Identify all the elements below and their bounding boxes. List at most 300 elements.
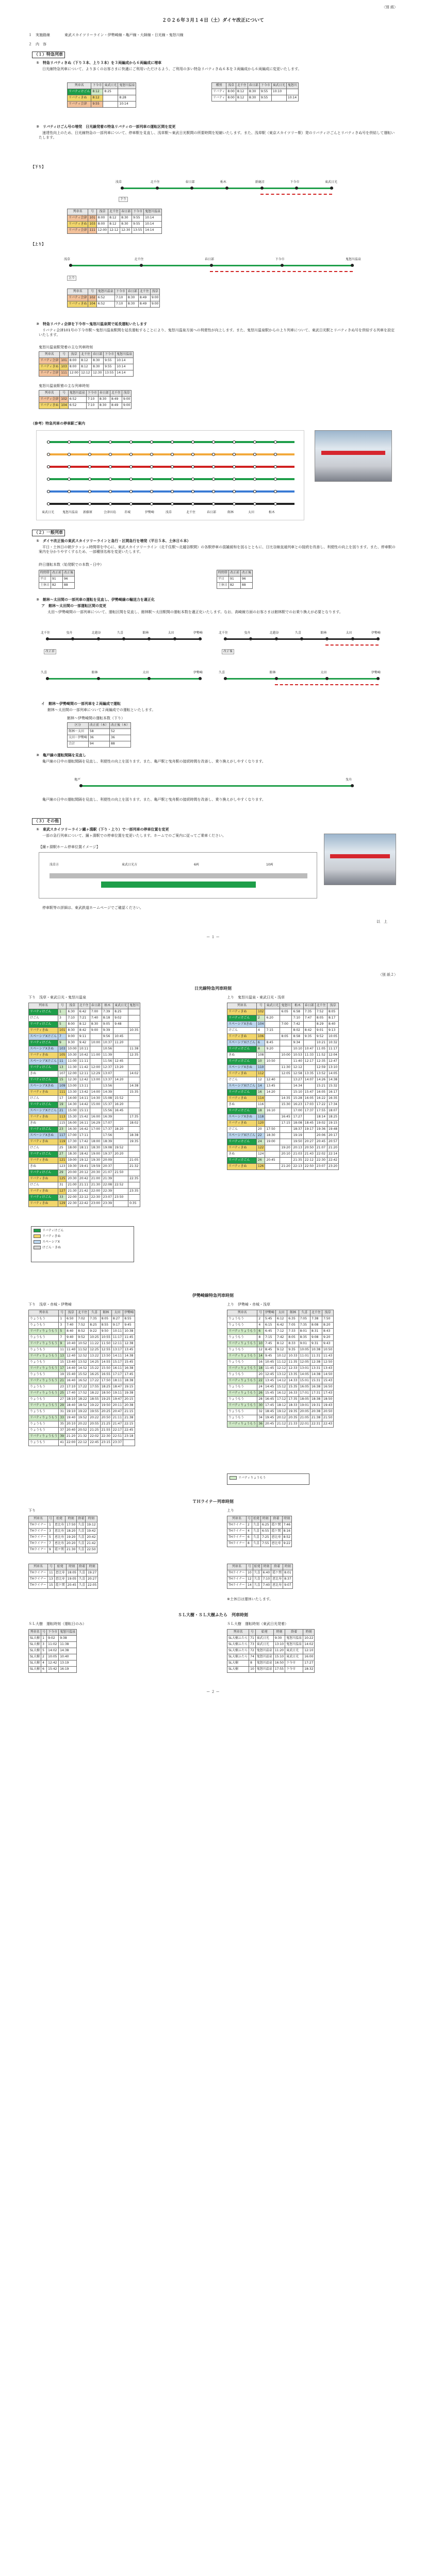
column-header: 浅草: [122, 391, 131, 397]
table-cell: 12:45: [264, 1372, 275, 1378]
legend-item: [34, 1229, 132, 1233]
table-cell: 21:43: [303, 1151, 315, 1158]
mini-table-3b: [39, 390, 132, 409]
table-cell: 121: [58, 1158, 67, 1164]
table-row: [29, 1522, 97, 1529]
table-row: [29, 1040, 140, 1046]
table-row: [29, 1535, 97, 1541]
map-station: [274, 502, 277, 505]
table-cell: [265, 1102, 280, 1108]
table-cell: 久喜: [77, 1577, 86, 1583]
table-row: [29, 1667, 77, 1673]
table-row: [227, 1541, 292, 1547]
table-cell: 14:38: [310, 1372, 322, 1378]
table-cell: 9:11: [78, 1034, 90, 1040]
table-cell: 27: [59, 1397, 65, 1403]
table-cell: [90, 1046, 102, 1053]
table-cell: 8:37: [283, 1577, 292, 1583]
table-cell: 恵比寿: [270, 1541, 282, 1547]
table-cell: 19:12: [276, 1409, 287, 1415]
table-cell: 8:29: [315, 1022, 327, 1028]
table-cell: 13:45: [123, 1347, 135, 1353]
station-node: [330, 187, 333, 190]
table-cell: [113, 1114, 128, 1121]
table-cell: 96: [241, 577, 253, 583]
table-row: [29, 1636, 77, 1642]
table-cell: 8:28: [118, 95, 136, 101]
table-cell: 17:35: [287, 1397, 299, 1403]
column-header: 春日部: [120, 209, 132, 215]
map-station: [129, 440, 133, 444]
column-header: 北千住: [138, 289, 150, 295]
table-cell: 11:30: [280, 1065, 292, 1071]
table-cell: 12: [247, 1577, 253, 1583]
table-cell: 21: [59, 1378, 65, 1384]
table-cell: 10:30: [67, 1053, 78, 1059]
station-label: 北千住: [41, 631, 51, 635]
table-cell: [128, 1009, 140, 1015]
table-cell: 8:01: [299, 1329, 310, 1335]
table-cell: 8:01: [283, 1570, 292, 1577]
table-cell: 19:08: [102, 1145, 113, 1151]
column-header: 北千住: [310, 1310, 322, 1316]
table-cell: 11: [59, 1347, 65, 1353]
table-cell: 13:30: [67, 1090, 78, 1096]
table-cell: 11:43: [322, 1353, 333, 1360]
table-cell: 16:42: [78, 1127, 90, 1133]
nikko-up-table: [227, 1003, 339, 1170]
table-cell: 58: [89, 729, 110, 735]
mini-table-1b: [211, 82, 299, 101]
general-item-1-title: ① ダイヤ改正後の東武スカイツリーラインと急行・区間急行を増発（平日５本、土休日６本）: [36, 539, 191, 543]
table-cell: 9:55: [259, 89, 271, 95]
table-cell: 7:52: [77, 1323, 89, 1329]
table-row: [29, 1335, 135, 1341]
th-liner-title: ＴＨライナー列車時刻: [192, 1499, 234, 1504]
map-station: [233, 465, 236, 468]
table-cell: 22:30: [90, 1195, 102, 1201]
table-cell: リバティりょうもう: [29, 1434, 59, 1440]
legend-label: スペーシアX: [42, 1240, 60, 1244]
table-cell: 15:00: [67, 1108, 78, 1114]
table-cell: 18:11: [78, 1145, 90, 1151]
table-cell: 20:00: [67, 1170, 78, 1176]
table-cell: 20: [257, 1127, 265, 1133]
table-cell: 14:45: [264, 1384, 275, 1391]
table-cell: 15:42: [78, 1114, 90, 1121]
table-cell: スペーシアXけごん: [227, 1083, 257, 1090]
table-cell: 26: [257, 1391, 264, 1397]
table-cell: 7:40: [90, 1015, 102, 1022]
footer-note: 停車駅等の詳細は、東武鉄道ホームページでご確認ください。: [39, 906, 143, 910]
table-cell: 74: [249, 1654, 256, 1660]
table-cell: 平日: [217, 577, 229, 583]
table-cell: 18:05: [299, 1397, 310, 1403]
station-node: [325, 677, 329, 680]
table-cell: 19:35: [287, 1409, 299, 1415]
table-cell: 14:11: [111, 1353, 123, 1360]
route-change-line: [325, 645, 379, 646]
table-cell: けごん: [29, 1096, 58, 1102]
table-cell: 18:37: [292, 1127, 303, 1133]
table-cell: 20:37: [102, 1164, 113, 1170]
table-cell: 鬼怒川温泉: [255, 1667, 273, 1673]
table-row: [29, 1077, 140, 1083]
table-cell: [265, 1053, 280, 1059]
table-row: [227, 1341, 334, 1347]
table-cell: 久喜: [77, 1583, 86, 1589]
table-cell: リバティきぬ: [227, 1009, 257, 1015]
table-cell: 8:27: [111, 1316, 123, 1323]
table-cell: 36: [110, 735, 131, 741]
table-cell: 71: [249, 1636, 256, 1642]
column-header: 改正後: [241, 570, 253, 577]
table-cell: 120: [257, 1121, 265, 1127]
table-cell: 21:00: [90, 1176, 102, 1182]
table-row: [29, 1421, 135, 1428]
table-cell: 8:33: [287, 1341, 299, 1347]
map-station: [191, 453, 194, 456]
table-cell: 31: [59, 1409, 65, 1415]
route-diagram-after: [219, 626, 382, 662]
table-cell: 19:52: [77, 1415, 89, 1421]
station-label: 下今市: [290, 180, 300, 184]
table-row: [29, 1090, 140, 1096]
station-label: 北千住: [150, 180, 160, 184]
table-cell: 17:42: [78, 1139, 90, 1145]
table-cell: SL大樹: [29, 1648, 41, 1654]
table-row: [29, 1170, 140, 1176]
table-cell: りょうもう: [227, 1372, 257, 1378]
table-row: [227, 1403, 334, 1409]
table-cell: 6:40: [261, 1570, 271, 1577]
table-cell: 20:20: [113, 1151, 128, 1158]
table-cell: [280, 1108, 292, 1114]
table-cell: 104: [60, 403, 68, 409]
table-cell: りょうもう: [29, 1316, 59, 1323]
table-cell: リバティけごん: [29, 1077, 58, 1083]
table-header-row: [68, 83, 136, 89]
table-cell: 14: [257, 1353, 264, 1360]
map-station: [129, 453, 133, 456]
route-diagram-kudari: [116, 175, 338, 206]
column-header: 春日部: [126, 289, 138, 295]
table-cell: 12:25: [89, 1347, 100, 1353]
table-cell: リバティけごん: [29, 1170, 58, 1176]
table-cell: 20:22: [77, 1421, 89, 1428]
table-cell: 19: [58, 1102, 67, 1108]
table-cell: 37: [59, 1428, 65, 1434]
table-cell: [113, 1158, 128, 1164]
table-cell: 19:17: [303, 1127, 315, 1133]
table-cell: 20:12: [78, 1170, 90, 1176]
table-cell: 22:42: [78, 1201, 90, 1207]
table-cell: [303, 1083, 315, 1090]
table-cell: 17:31: [310, 1391, 322, 1397]
table-cell: 恵比寿: [54, 1541, 65, 1547]
table-cell: 124: [257, 1151, 265, 1158]
table-cell: 7:38: [310, 1316, 322, 1323]
table-cell: りょうもう: [29, 1347, 59, 1353]
table-cell: 14:02: [128, 1071, 140, 1077]
table-cell: リバティけごん: [227, 1046, 257, 1053]
table-cell: 16: [257, 1090, 265, 1096]
column-header: 始発: [252, 1516, 261, 1522]
table-cell: 合計: [68, 741, 89, 748]
table-cell: 101: [88, 215, 96, 222]
table-cell: 13: [58, 1065, 67, 1071]
table-cell: 8:49: [138, 301, 150, 308]
table-cell: 7:25: [261, 1535, 270, 1541]
map-label: 北千住: [186, 511, 196, 514]
table-cell: 10:14: [144, 222, 162, 228]
table-cell: 22:12: [77, 1440, 89, 1446]
table-cell: 7:10: [67, 1015, 78, 1022]
table-cell: 103: [60, 364, 68, 370]
column-header: 時刻: [261, 1564, 271, 1570]
nikko-legend: [31, 1226, 134, 1262]
table-cell: 17:00: [292, 1108, 303, 1114]
table-cell: 18:25: [100, 1384, 111, 1391]
table-cell: 11:11: [78, 1059, 90, 1065]
table-cell: 16:38: [123, 1366, 135, 1372]
table-cell: スペーシアXきぬ: [29, 1083, 58, 1090]
table-row: [29, 1409, 135, 1415]
table-cell: リバティりょうもう: [29, 1341, 59, 1347]
table-cell: 7:10: [114, 301, 126, 308]
column-header: 春日部: [92, 352, 104, 358]
table-cell: 16:11: [111, 1366, 123, 1372]
table-cell: [265, 1022, 280, 1028]
table-row: [227, 1158, 339, 1164]
table-cell: 15:45: [123, 1360, 135, 1366]
map-station: [88, 502, 91, 505]
table-cell: 6:45: [264, 1329, 275, 1335]
table-cell: 8:00: [96, 215, 108, 222]
table-cell: 14:38: [123, 1353, 135, 1360]
table-cell: 88: [110, 741, 131, 748]
table-row: [217, 583, 253, 589]
table-cell: スペーシアXけごん: [29, 1059, 58, 1065]
table-cell: スペーシアXけごん: [227, 1040, 257, 1046]
table-cell: 20:09: [102, 1158, 113, 1164]
table-cell: 11:52: [315, 1053, 327, 1059]
table-cell: 21:20: [65, 1434, 76, 1440]
table-cell: 14:38: [128, 1083, 140, 1090]
column-header: 浅草: [65, 1310, 76, 1316]
table-row: [227, 1577, 293, 1583]
th-right-table: [227, 1516, 292, 1547]
table-cell: 19:22: [77, 1409, 89, 1415]
table-row: [227, 1397, 334, 1403]
table-cell: 21:55: [100, 1428, 111, 1434]
table-cell: 7:12: [276, 1329, 287, 1335]
legend-swatch: [230, 1476, 237, 1480]
table-cell: 18:11: [111, 1378, 123, 1384]
table-row: [29, 1164, 140, 1170]
table-cell: 17:45: [123, 1372, 135, 1378]
table-cell: 18:02: [128, 1121, 140, 1127]
table-cell: 6: [257, 1329, 264, 1335]
subsection-general: （２）一般列車: [32, 530, 65, 536]
table-cell: 18: [257, 1108, 265, 1114]
route-tag: 下り: [119, 197, 128, 202]
table-cell: リバティ会津: [39, 358, 60, 364]
table-cell: 22:12: [303, 1158, 315, 1164]
table-cell: リバティ: [212, 95, 226, 101]
table-cell: 12:12: [292, 1065, 303, 1071]
table-cell: [90, 1059, 102, 1065]
table-cell: 7:33: [287, 1329, 299, 1335]
route-diagram-before: [41, 626, 204, 662]
table-cell: 9:52: [315, 1034, 327, 1040]
table-cell: 11: [48, 1570, 55, 1577]
table-cell: リバティきぬ: [29, 1028, 58, 1034]
table-cell: 7:05: [287, 1323, 299, 1329]
column-header: 久喜: [89, 1310, 100, 1316]
station-node: [351, 637, 354, 640]
table-cell: 12:38: [123, 1341, 135, 1347]
table-cell: 27: [58, 1151, 67, 1158]
train-photo-2: [324, 834, 396, 885]
station-label: 伊勢崎: [193, 631, 203, 635]
table-cell: 恵比寿: [54, 1535, 65, 1541]
table-cell: SL大樹: [227, 1660, 249, 1667]
table-row: [227, 1329, 334, 1335]
table-cell: 22:01: [299, 1421, 310, 1428]
table-header-row: [29, 1516, 97, 1522]
map-station: [274, 465, 277, 468]
table-cell: 14:02: [47, 1648, 59, 1654]
table-cell: 13:20: [113, 1065, 128, 1071]
table-cell: [128, 1077, 140, 1083]
table-cell: 6:42: [276, 1323, 287, 1329]
table-cell: リバティけごん: [227, 1108, 257, 1114]
table-row: [29, 1360, 135, 1366]
table-cell: 17:01: [299, 1391, 310, 1397]
table-cell: 14:20: [265, 1090, 280, 1096]
general-item-2b-title: イ 館林～伊勢崎間の一部列車を２両編成で運転: [41, 702, 121, 706]
map-label: 東武日光: [42, 511, 55, 514]
table-cell: 12:05: [299, 1360, 310, 1366]
map-station: [129, 490, 133, 493]
map-station: [109, 440, 112, 444]
table-cell: 19:27: [86, 1570, 97, 1577]
map-label: 鬼怒川温泉: [62, 511, 78, 514]
table-row: [227, 1372, 334, 1378]
table-cell: 22:30: [315, 1158, 327, 1164]
table-cell: 19:22: [89, 1403, 100, 1409]
table-cell: りょうもう: [29, 1421, 59, 1428]
column-header: 下今市: [86, 391, 98, 397]
table-cell: 12:12: [80, 370, 92, 377]
table-cell: 8:30: [120, 215, 132, 222]
column-header: 東武日光: [113, 1003, 128, 1009]
table-cell: 13:22: [89, 1353, 100, 1360]
station-label: 曳舟: [244, 631, 251, 635]
table-row: [29, 1022, 140, 1028]
table-cell: 21:20: [280, 1164, 292, 1170]
table-row: [227, 1535, 292, 1541]
table-cell: 82: [51, 583, 63, 589]
table-cell: [280, 1077, 292, 1083]
column-header: 改正前: [229, 570, 241, 577]
table-cell: 0:35: [128, 1201, 140, 1207]
table-cell: 9:35: [287, 1347, 299, 1353]
table-cell: 109: [58, 1083, 67, 1090]
table-cell: [90, 1133, 102, 1139]
table-cell: [113, 1046, 128, 1053]
column-header: 栃木: [102, 1003, 113, 1009]
table-cell: [265, 1096, 280, 1102]
table-cell: 15:00: [90, 1102, 102, 1108]
station-node: [275, 677, 278, 680]
column-header: 下今市: [104, 352, 116, 358]
table-cell: 14:35: [280, 1096, 292, 1102]
route-diagram-after-2: [219, 666, 382, 697]
table-cell: りょうもう: [29, 1384, 59, 1391]
table-cell: 15:32: [327, 1083, 338, 1090]
table-cell: 108: [257, 1053, 265, 1059]
isesaki-table-title: 伊勢崎線特急列車時刻: [192, 1293, 234, 1298]
station-label: 新鹿沼: [255, 180, 265, 184]
table-cell: 10:14: [144, 215, 162, 222]
table-cell: 18:30: [67, 1151, 78, 1158]
station-node: [140, 264, 143, 267]
table-cell: 20:45: [66, 1583, 77, 1589]
table-cell: 82: [229, 583, 241, 589]
table-cell: 18:39: [102, 1139, 113, 1145]
table-cell: 52: [110, 729, 131, 735]
table-cell: 15:10: [292, 1090, 303, 1096]
table-cell: 15:10: [273, 1654, 285, 1660]
table-cell: 17:55: [89, 1384, 100, 1391]
table-cell: 15:08: [102, 1096, 113, 1102]
table-cell: 12:00: [90, 1065, 102, 1071]
column-header: 鬼怒川: [128, 1003, 140, 1009]
table-row: [29, 1121, 140, 1127]
sl-right-head: ＳＬ大樹 運転時刻（東武日光発着）: [227, 1622, 288, 1626]
table-cell: 10:40: [65, 1341, 76, 1347]
station-label: 伊勢崎: [371, 631, 381, 635]
table-cell: 10:42: [78, 1053, 90, 1059]
table-cell: 17:22: [315, 1102, 327, 1108]
table-cell: 8:12: [236, 95, 248, 101]
table-cell: 20:47: [111, 1409, 123, 1415]
table-cell: 9:05: [102, 1022, 113, 1028]
table-cell: [280, 1046, 292, 1053]
table-cell: 6:55: [261, 1529, 270, 1535]
table-header-row: [68, 209, 162, 215]
isesaki-down-table: [28, 1310, 135, 1446]
column-header: 伊勢崎: [123, 1310, 135, 1316]
table-cell: 8:00: [96, 222, 108, 228]
table-cell: 18:00: [90, 1139, 102, 1145]
column-header: 下今市: [114, 289, 126, 295]
table-cell: 15:01: [299, 1378, 310, 1384]
map-station: [233, 502, 236, 505]
table-cell: 19:42: [86, 1529, 97, 1535]
table-cell: [265, 1065, 280, 1071]
table-cell: 22:42: [327, 1158, 338, 1164]
table-row: [227, 1040, 339, 1046]
item-1-title: ① 特急リバティきぬ（下り３本、上り３本）を３両編成から６両編成に増車: [36, 61, 162, 65]
table-cell: 10:38: [310, 1347, 322, 1353]
table-cell: 11:22: [89, 1341, 100, 1347]
table-cell: 16:00: [67, 1121, 78, 1127]
table-cell: リバティ会津: [39, 397, 60, 403]
station-label: 伊勢崎: [193, 671, 203, 674]
